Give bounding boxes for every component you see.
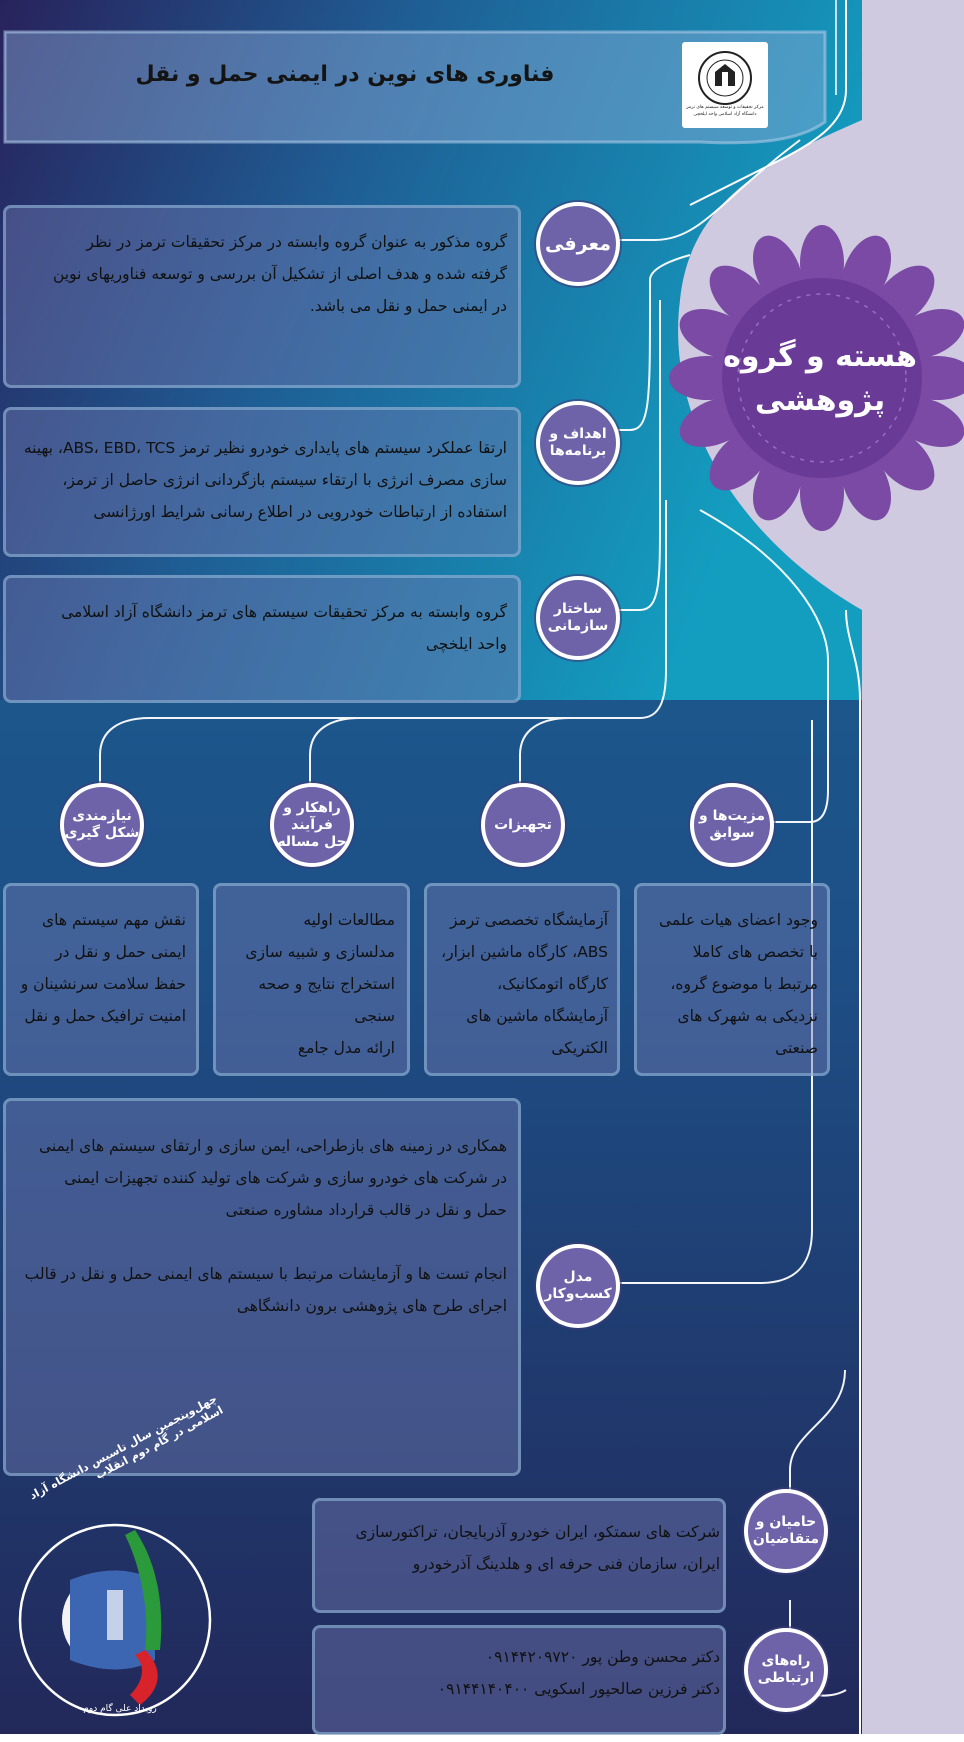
emblem-arc-text: چهل‌وپنجمین سال تاسیس دانشگاه آزاد اسلامی در گام دوم انقلاب	[27, 1392, 226, 1503]
sponsors-text: شرکت های سمتکو، ایران خودرو آذربایجان، تراکتورسازی ایران، سازمان فنی حرفه ای و هلدینگ آذرخودرو	[355, 1523, 720, 1573]
needs-text: نقش مهم سیستم های ایمنی حمل و نقل در حفظ سلامت سرنشینان و امنیت ترافیک حمل و نقل	[20, 911, 186, 1025]
emblem-bottom-text: رویداد علی گام دوم	[83, 1704, 157, 1714]
structure-circle: ساختار سازمانی	[536, 576, 620, 660]
business-circle: مدل کسب‌و‌کار	[536, 1244, 620, 1328]
equipment-text: آزمایشگاه تخصصی ترمز ABS، کارگاه ماشین ابزار، کارگاه اتومکانیک، آزمایشگاه ماشین های الکتریکی	[441, 911, 608, 1057]
equipment-circle: تجهیزات	[481, 783, 565, 867]
business-text: همکاری در زمینه های بازطراحی، ایمن سازی و ارتقای سیستم های ایمنی در شرکت های خودرو سازی و شرکت های تولید کننده تجهیزات ایمنی حمل و نقل در قالب قرارداد مشاوره صنعتی انجام تست ها و آزمایشات مرتبط با سیستم های ایمنی حمل و نقل در قالب اجرای طرح های پژوهشی برون دانشگاهی	[24, 1137, 507, 1315]
structure-text: گروه وابسته به مرکز تحقیقات سیستم های ترمز دانشگاه آزاد اسلامی واحد ایلخچی	[61, 603, 507, 653]
goals-text: ارتقا عملکرد سیستم های پایداری خودرو نظیر ترمز ABS، EBD، TCS، بهینه سازی مصرف انرژی با ارتقاء سیستم بازگردانی انرژی حاصل از ترمز، استفاده از ارتباطات خودرویی در اطلاع رسانی شرایط اورژانسی	[23, 439, 507, 521]
solution-circle: راهکار و فرآیند حل مساله	[270, 783, 354, 867]
solution-text: مطالعات اولیه مدلسازی و شبیه سازی استخراج نتایج و صحه سنجی ارائه مدل جامع	[245, 911, 395, 1057]
advantages-text: وجود اعضای هیات علمی با تخصص های کاملا مرتبط با موضوع گروه، نزدیکی به شهرک های صنعتی	[658, 911, 818, 1057]
contacts-text: دکتر محسن وطن پور ۰۹۱۴۴۲۰۹۷۲۰ دکتر فرزین صالحپور اسکویی ۰۹۱۴۴۱۴۰۴۰۰	[437, 1648, 720, 1698]
page-title: فناوری های نوین در ایمنی حمل و نقل	[135, 62, 555, 87]
research-group-label: هسته و گروه پژوهشی	[723, 339, 917, 418]
logo-text: مرکز تحقیقات و توسعه سیستم های ترمز دانشگاه آزاد اسلامی واحد ایلخچی	[686, 105, 764, 117]
advantages-circle: مزیت‌ها و سوابق	[690, 783, 774, 867]
intro-circle: معرفی	[536, 202, 620, 286]
contacts-circle: راه‌های ارتباطی	[744, 1628, 828, 1712]
goals-circle: اهداف و برنامه‌ها	[536, 401, 620, 485]
needs-circle: نیازمندی شکل گیری	[60, 783, 144, 867]
sponsors-circle: حامیان و متقاضیان	[744, 1489, 828, 1573]
intro-text: گروه مذکور به عنوان گروه وابسته در مرکز تحقیقات ترمز در نظر گرفته شده و هدف اصلی از تشکیل آن بررسی و توسعه فناوریهای نوین در ایمنی حمل و نقل می باشد.	[52, 233, 507, 315]
